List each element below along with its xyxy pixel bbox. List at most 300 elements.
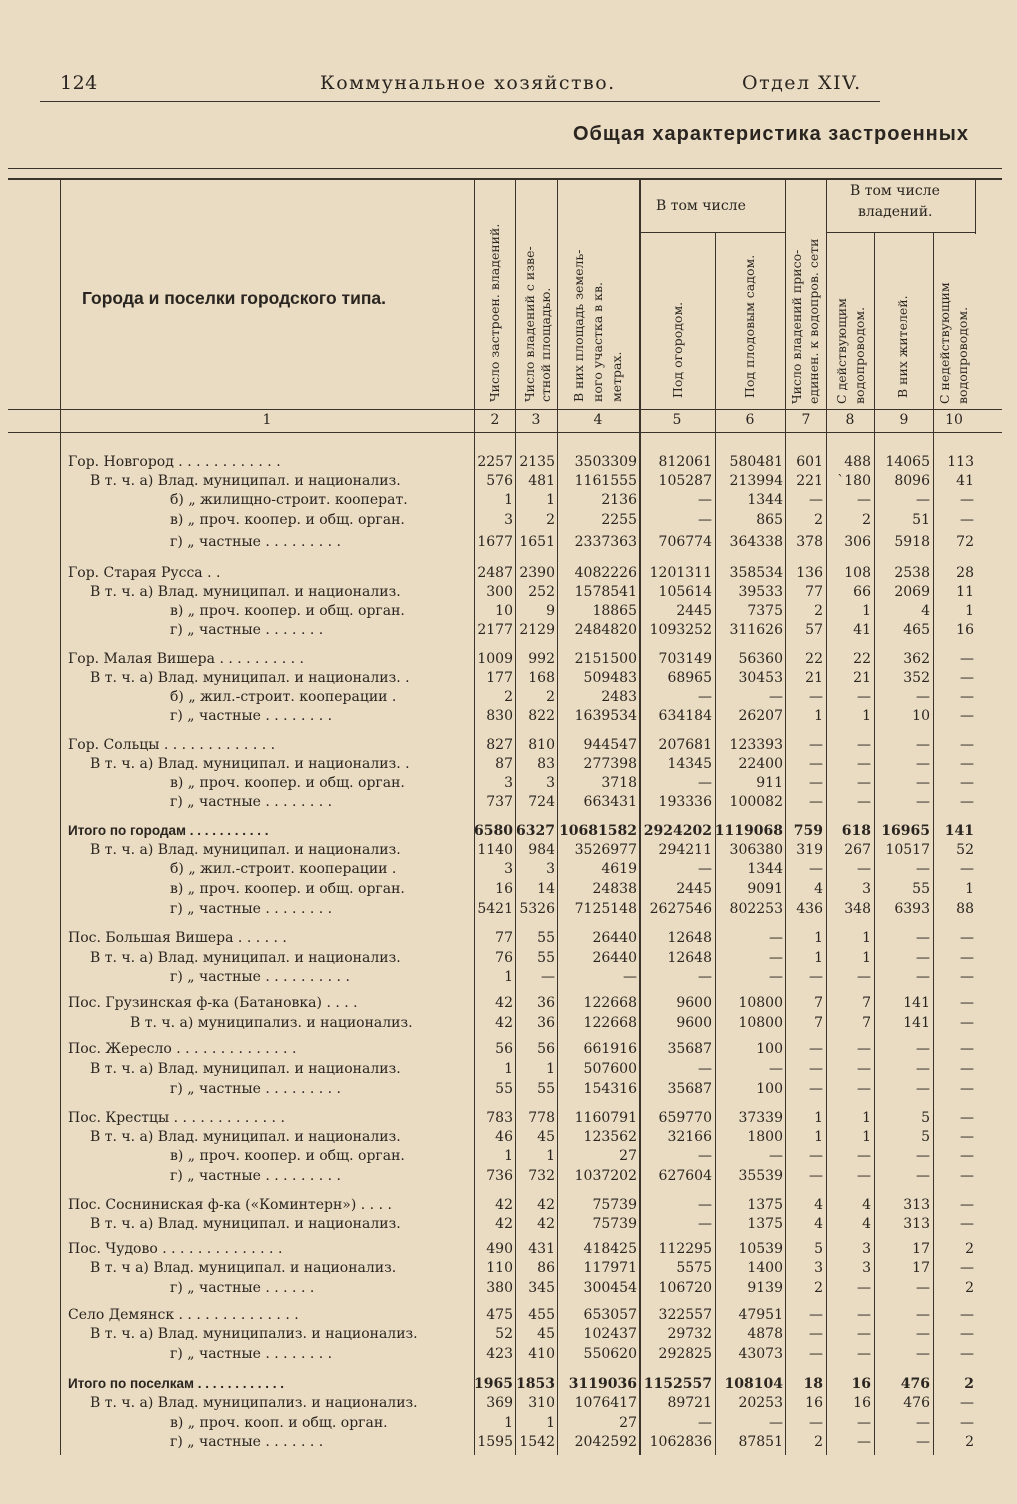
cell-col-5: 2627546 (649, 901, 712, 917)
row-label: В т. ч. а) Влад. муниципализ. и национализ. (90, 1395, 418, 1411)
cell-col-7: — (809, 492, 823, 508)
cell-col-7: 2 (814, 1434, 823, 1450)
cell-col-6: 100 (756, 1081, 783, 1097)
cell-col-5: 14345 (667, 756, 712, 772)
cell-col-8: 66 (853, 584, 871, 600)
cell-col-10: 28 (956, 565, 974, 581)
cell-col-9: 476 (903, 1395, 930, 1411)
cell-col-4: 300454 (583, 1280, 637, 1296)
cell-col-2: 52 (495, 1326, 513, 1342)
table-row (0, 735, 1017, 755)
col-number-rule (8, 432, 1002, 433)
cell-col-5: 35687 (667, 1081, 712, 1097)
cell-col-8: — (857, 492, 871, 508)
cell-col-6: 108104 (724, 1376, 783, 1392)
col-header-8-line1: С действующим (834, 298, 849, 404)
cell-col-5: 9600 (676, 1015, 712, 1031)
cell-col-10: — (960, 1041, 974, 1057)
row-label: г) „ частные . . . . . . . . . (170, 1168, 342, 1184)
cell-col-9: — (916, 861, 930, 877)
cell-col-2: 369 (486, 1395, 513, 1411)
cell-col-6: 580481 (729, 454, 783, 470)
cell-col-2: 300 (486, 584, 513, 600)
row-label: Гор. Старая Русса . . (68, 565, 221, 581)
table-row (0, 1305, 1017, 1325)
col-number-2: 2 (490, 412, 500, 428)
cell-col-8: — (857, 1434, 871, 1450)
cell-col-2: 1 (504, 969, 513, 985)
cell-col-6: 56360 (738, 651, 783, 667)
cell-col-5: 322557 (658, 1307, 712, 1323)
cell-col-9: — (916, 737, 930, 753)
cell-col-9: — (916, 1148, 930, 1164)
running-header-section: Отдел XIV. (742, 72, 862, 94)
cell-col-10: — (960, 492, 974, 508)
cell-col-3: 42 (537, 1197, 555, 1213)
cell-col-4: 663431 (583, 794, 637, 810)
cell-col-9: 5918 (894, 534, 930, 550)
cell-col-7: 1 (814, 1110, 823, 1126)
cell-col-9: — (916, 950, 930, 966)
table-row (0, 649, 1017, 669)
cell-col-8: 1 (862, 930, 871, 946)
cell-col-9: — (916, 969, 930, 985)
cell-col-3: 984 (528, 842, 555, 858)
cell-col-5: 32166 (667, 1129, 712, 1145)
cell-col-4: 550620 (583, 1346, 637, 1362)
table-row (0, 840, 1017, 860)
cell-col-9: 476 (900, 1376, 930, 1392)
cell-col-8: — (857, 1081, 871, 1097)
table-row (0, 928, 1017, 948)
cell-col-9: 465 (903, 622, 930, 638)
cell-col-7: 18 (803, 1376, 823, 1392)
cell-col-8: — (857, 1148, 871, 1164)
cell-col-8: 3 (862, 1260, 871, 1276)
cell-col-4: 1076417 (574, 1395, 637, 1411)
table-row (0, 899, 1017, 919)
cell-col-4: 2337363 (574, 534, 637, 550)
cell-col-4: 2484820 (574, 622, 637, 638)
cell-col-4: 102437 (583, 1326, 637, 1342)
row-label: г) „ частные . . . . . . . . (170, 794, 333, 810)
cell-col-5: — (698, 775, 712, 791)
cell-col-6: 9091 (747, 881, 783, 897)
cell-col-6: 911 (756, 775, 783, 791)
col-number-10: 10 (945, 412, 963, 428)
table-row (0, 792, 1017, 812)
cell-col-8: — (857, 1326, 871, 1342)
cell-col-6: 26207 (738, 708, 783, 724)
cell-col-10: — (960, 737, 974, 753)
cell-col-9: 352 (903, 670, 930, 686)
cell-col-8: — (857, 775, 871, 791)
cell-col-7: 1 (814, 950, 823, 966)
cell-col-7: — (809, 1415, 823, 1431)
cell-col-6: 35539 (738, 1168, 783, 1184)
table-row (0, 1166, 1017, 1186)
cell-col-10: — (960, 651, 974, 667)
cell-col-9: 313 (903, 1197, 930, 1213)
cell-col-9: 16965 (881, 823, 930, 839)
cell-col-4: 117971 (583, 1260, 637, 1276)
cell-col-5: 29732 (667, 1326, 712, 1342)
table-row (0, 1214, 1017, 1234)
cell-col-7: 1 (814, 930, 823, 946)
row-label: б) „ жилищно-строит. кооперат. (170, 492, 408, 508)
cell-col-7: 22 (805, 651, 823, 667)
cell-col-6: 4878 (747, 1326, 783, 1342)
cell-col-6: 47951 (738, 1307, 783, 1323)
cell-col-3: 6327 (516, 823, 555, 839)
cell-col-7: 2 (814, 1280, 823, 1296)
row-label: Пос. Жересло . . . . . . . . . . . . . . (68, 1041, 297, 1057)
cell-col-8: 2 (862, 512, 871, 528)
cell-col-8: 1 (862, 1129, 871, 1145)
cell-col-7: 7 (814, 995, 823, 1011)
cell-col-10: — (960, 1216, 974, 1232)
cell-col-6: 1344 (747, 861, 783, 877)
row-label: Пос. Сосниниская ф-ка («Коминтерн») . . . . (68, 1197, 392, 1213)
cell-col-8: — (857, 1307, 871, 1323)
cell-col-7: 7 (814, 1015, 823, 1031)
cell-col-8: 7 (862, 995, 871, 1011)
cell-col-4: 1639534 (574, 708, 637, 724)
cell-col-5: 105287 (658, 473, 712, 489)
col-header-2-line1: Число застроен. владений. (487, 223, 502, 402)
cell-col-10: 2 (965, 1280, 974, 1296)
cell-col-9: 2069 (894, 584, 930, 600)
cell-col-3: 3 (546, 775, 555, 791)
cell-col-7: — (809, 861, 823, 877)
cell-col-5: 105614 (658, 584, 712, 600)
col-header-7-line1: Число владений присо- (789, 249, 804, 404)
row-label: г) „ частные . . . . . . . (170, 622, 324, 638)
table-top-rule (8, 168, 1002, 169)
cell-col-8: 306 (844, 534, 871, 550)
row-label: г) „ частные . . . . . . . . (170, 901, 333, 917)
cell-col-3: 1 (546, 492, 555, 508)
row-label: г) „ частные . . . . . . . . . . (170, 969, 350, 985)
cell-col-2: 1 (504, 1061, 513, 1077)
cell-col-2: 6580 (474, 823, 513, 839)
cell-col-4: — (623, 969, 637, 985)
cell-col-5: 634184 (658, 708, 712, 724)
cell-col-5: — (698, 512, 712, 528)
cell-col-2: 1 (504, 492, 513, 508)
cell-col-6: 87851 (738, 1434, 783, 1450)
table-row (0, 601, 1017, 621)
table-row (0, 1108, 1017, 1128)
cell-col-10: — (960, 1197, 974, 1213)
cell-col-10: 52 (956, 842, 974, 858)
table-row (0, 1324, 1017, 1344)
cell-col-8: — (857, 1280, 871, 1296)
row-label: в) „ проч. коопер. и общ. орган. (170, 603, 405, 619)
table-row (0, 993, 1017, 1013)
row-label: в) „ проч. коопер. и общ. орган. (170, 1148, 405, 1164)
row-label: Итого по городам . . . . . . . . . . . (68, 823, 269, 838)
cell-col-7: — (809, 794, 823, 810)
cell-col-7: 4 (814, 1216, 823, 1232)
cell-col-5: 659770 (658, 1110, 712, 1126)
cell-col-3: 2135 (519, 454, 555, 470)
cell-col-4: 154316 (583, 1081, 637, 1097)
row-label: В т. ч. а) Влад. муниципал. и национализ. (90, 1129, 401, 1145)
cell-col-9: 313 (903, 1216, 930, 1232)
cell-col-5: 193336 (658, 794, 712, 810)
cell-col-8: 1 (862, 708, 871, 724)
cell-col-9: — (916, 1307, 930, 1323)
cell-col-10: — (960, 1395, 974, 1411)
table-row (0, 532, 1017, 552)
col-header-4-line3: метрах. (609, 351, 624, 402)
cell-col-6: — (769, 969, 783, 985)
cell-col-6: 865 (756, 512, 783, 528)
cell-col-9: — (916, 492, 930, 508)
row-label: г) „ частные . . . . . . (170, 1280, 315, 1296)
cell-col-2: 10 (495, 603, 513, 619)
cell-col-5: 627604 (658, 1168, 712, 1184)
col-number-8: 8 (845, 412, 855, 428)
cell-col-10: — (960, 1326, 974, 1342)
cell-col-5: 2445 (676, 881, 712, 897)
table-row (0, 773, 1017, 793)
cell-col-9: 10517 (885, 842, 930, 858)
cell-col-8: 7 (862, 1015, 871, 1031)
cell-col-5: 1201311 (649, 565, 712, 581)
cell-col-2: 46 (495, 1129, 513, 1145)
cell-col-5: 12648 (667, 950, 712, 966)
cell-col-2: 737 (486, 794, 513, 810)
cell-col-10: 2 (965, 1434, 974, 1450)
cell-col-4: 2042592 (574, 1434, 637, 1450)
row-label: г) „ частные . . . . . . . . . (170, 1081, 342, 1097)
cell-col-3: 1 (546, 1415, 555, 1431)
row-label: Пос. Чудово . . . . . . . . . . . . . . (68, 1241, 283, 1257)
cell-col-10: 2 (964, 1376, 974, 1392)
cell-col-7: 1 (814, 1129, 823, 1145)
cell-col-3: 55 (537, 930, 555, 946)
col-header-4-line1: В них площадь земель- (571, 249, 586, 402)
cell-col-10: — (960, 861, 974, 877)
cell-col-7: — (809, 1326, 823, 1342)
table-row (0, 1393, 1017, 1413)
cell-col-10: — (960, 1307, 974, 1323)
cell-col-7: 378 (796, 534, 823, 550)
cell-col-3: 83 (537, 756, 555, 772)
row-label: В т. ч. а) Влад. муниципал. и национализ. . (90, 756, 410, 772)
table-row (0, 668, 1017, 688)
cell-col-7: 436 (796, 901, 823, 917)
cell-col-3: 2390 (519, 565, 555, 581)
cell-col-3: 86 (537, 1260, 555, 1276)
cell-col-6: — (769, 930, 783, 946)
cell-col-3: 732 (528, 1168, 555, 1184)
cell-col-9: 14065 (885, 454, 930, 470)
cell-col-7: 5 (814, 1241, 823, 1257)
cell-col-6: 100 (756, 1041, 783, 1057)
cell-col-3: 345 (528, 1280, 555, 1296)
cell-col-4: 2255 (601, 512, 637, 528)
cell-col-5: — (698, 492, 712, 508)
table-row (0, 490, 1017, 510)
row-label: В т. ч. а) Влад. муниципал. и национализ. (90, 584, 401, 600)
cell-col-5: 106720 (658, 1280, 712, 1296)
cell-col-4: 7125148 (574, 901, 637, 917)
cell-col-5: — (698, 1415, 712, 1431)
cell-col-9: — (916, 1061, 930, 1077)
group1-rule (639, 232, 785, 233)
group2-rule (826, 232, 976, 233)
table-row (0, 706, 1017, 726)
row-label: В т. ч. а) Влад. муниципал. и национализ. (90, 473, 401, 489)
cell-col-4: 26440 (592, 950, 637, 966)
cell-col-9: 6393 (894, 901, 930, 917)
cell-col-7: 2 (814, 512, 823, 528)
cell-col-9: 4 (921, 603, 930, 619)
cell-col-6: 100082 (729, 794, 783, 810)
cell-col-4: 944547 (583, 737, 637, 753)
cell-col-10: 41 (956, 473, 974, 489)
cell-col-6: 123393 (729, 737, 783, 753)
row-label: Пос. Большая Вишера . . . . . . (68, 930, 287, 946)
header-rule (40, 101, 880, 102)
table-row (0, 754, 1017, 774)
cell-col-2: 576 (486, 473, 513, 489)
cell-col-9: 17 (912, 1260, 930, 1276)
table-row (0, 471, 1017, 491)
cell-col-7: 759 (793, 823, 823, 839)
cell-col-4: 4619 (601, 861, 637, 877)
cell-col-5: — (698, 1061, 712, 1077)
cell-col-7: 4 (814, 1197, 823, 1213)
row-label: В т. ч. а) Влад. муниципал. и национализ. (90, 1061, 401, 1077)
table-row (0, 1059, 1017, 1079)
cell-col-3: 5326 (519, 901, 555, 917)
cell-col-5: 2924202 (643, 823, 712, 839)
cell-col-10: — (960, 950, 974, 966)
table-row (0, 1278, 1017, 1298)
cell-col-3: 14 (537, 881, 555, 897)
cell-col-2: 2177 (477, 622, 513, 638)
row-label: В т. ч. а) муниципализ. и национализ. (130, 1015, 413, 1031)
cell-col-7: — (809, 1081, 823, 1097)
cell-col-3: 42 (537, 1216, 555, 1232)
table-row (0, 620, 1017, 640)
cell-col-6: 1375 (747, 1197, 783, 1213)
cell-col-3: 481 (528, 473, 555, 489)
row-label: В т. ч. а) Влад. муниципализ. и национализ. (90, 1326, 418, 1342)
cell-col-5: — (698, 1197, 712, 1213)
cell-col-6: 43073 (738, 1346, 783, 1362)
cell-col-3: 810 (528, 737, 555, 753)
cell-col-4: 3526977 (574, 842, 637, 858)
cell-col-3: 1651 (519, 534, 555, 550)
cell-col-5: — (698, 1148, 712, 1164)
group-header-2-line2: владений. (858, 204, 933, 220)
cell-col-9: 51 (912, 512, 930, 528)
cell-col-8: `180 (837, 473, 871, 489)
row-label: б) „ жил.-строит. кооперации . (170, 689, 397, 705)
cell-col-8: — (857, 737, 871, 753)
cell-col-9: — (916, 689, 930, 705)
cell-col-4: 1037202 (574, 1168, 637, 1184)
cell-col-3: 252 (528, 584, 555, 600)
cell-col-10: — (960, 1148, 974, 1164)
cell-col-8: 4 (862, 1197, 871, 1213)
cell-col-5: 706774 (658, 534, 712, 550)
cell-col-5: 1093252 (649, 622, 712, 638)
cell-col-6: 1119068 (714, 823, 783, 839)
cell-col-9: — (916, 1326, 930, 1342)
cell-col-4: 3503309 (574, 454, 637, 470)
cell-col-10: — (960, 1260, 974, 1276)
cell-col-8: — (857, 689, 871, 705)
cell-col-2: 1 (504, 1415, 513, 1431)
cell-col-10: 88 (956, 901, 974, 917)
cell-col-3: 55 (537, 1081, 555, 1097)
cell-col-4: 75739 (592, 1216, 637, 1232)
cell-col-2: 1965 (474, 1376, 513, 1392)
row-label: в) „ проч. коопер. и общ. орган. (170, 775, 405, 791)
cell-col-4: 3718 (601, 775, 637, 791)
cell-col-8: — (857, 1346, 871, 1362)
cell-col-2: 2487 (477, 565, 513, 581)
cell-col-3: 822 (528, 708, 555, 724)
cell-col-9: 141 (903, 995, 930, 1011)
cell-col-3: 992 (528, 651, 555, 667)
cell-col-8: — (857, 1415, 871, 1431)
cell-col-2: 783 (486, 1110, 513, 1126)
cell-col-7: 21 (805, 670, 823, 686)
cell-col-2: 2 (504, 689, 513, 705)
cell-col-7: — (809, 1148, 823, 1164)
cell-col-2: 1009 (477, 651, 513, 667)
cell-col-9: 141 (903, 1015, 930, 1031)
cell-col-5: 703149 (658, 651, 712, 667)
cell-col-8: 3 (862, 1241, 871, 1257)
table-row (0, 1432, 1017, 1452)
cell-col-3: 1 (546, 1061, 555, 1077)
cell-col-10: — (960, 689, 974, 705)
cell-col-6: 1400 (747, 1260, 783, 1276)
cell-col-10: 141 (944, 823, 974, 839)
cell-col-8: — (857, 794, 871, 810)
row-label: Пос. Грузинская ф-ка (Батановка) . . . . (68, 995, 358, 1011)
row-label: Село Демянск . . . . . . . . . . . . . . (68, 1307, 299, 1323)
cell-col-8: — (857, 1061, 871, 1077)
cell-col-8: 4 (862, 1216, 871, 1232)
cell-col-2: 42 (495, 1015, 513, 1031)
table-row (0, 879, 1017, 899)
cell-col-10: — (960, 969, 974, 985)
cell-col-7: 77 (805, 584, 823, 600)
cell-col-7: — (809, 1041, 823, 1057)
col-header-10-line2: водопроводом. (955, 306, 970, 404)
cell-col-10: — (960, 1110, 974, 1126)
cell-col-7: — (809, 756, 823, 772)
col-number-7: 7 (801, 412, 811, 428)
table-row (0, 967, 1017, 987)
cell-col-4: 2136 (601, 492, 637, 508)
cell-col-5: 1062836 (649, 1434, 712, 1450)
cell-col-2: 3 (504, 861, 513, 877)
table-row (0, 1258, 1017, 1278)
col-header-8-line2: водопроводом. (852, 306, 867, 404)
cell-col-4: 507600 (583, 1061, 637, 1077)
cell-col-10: 16 (956, 622, 974, 638)
